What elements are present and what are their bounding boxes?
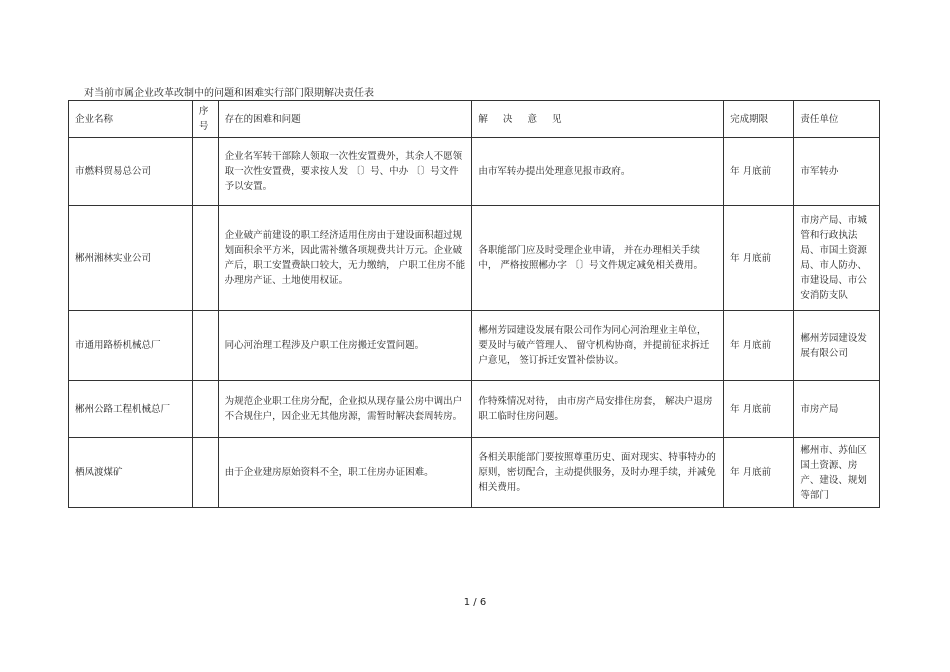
cell-company: 栖凤渡煤矿	[69, 438, 193, 508]
cell-no	[192, 438, 218, 508]
header-unit: 责任单位	[794, 101, 880, 138]
cell-no	[192, 381, 218, 438]
cell-solution: 由市军转办提出处理意见报市政府。	[472, 138, 724, 206]
cell-unit: 市房产局、市城管和行政执法局、市国土资源局、市人防办、市建设局、市公安消防支队	[794, 206, 880, 311]
table-row	[69, 438, 880, 508]
cell-unit: 市军转办	[794, 138, 880, 206]
cell-unit: 市房产局	[794, 381, 880, 438]
cell-deadline: 年 月底前	[724, 206, 794, 311]
cell-no	[192, 206, 218, 311]
table-header-row	[69, 101, 880, 138]
header-issue: 存在的困难和问题	[218, 101, 472, 138]
cell-company: 郴州湘林实业公司	[69, 206, 193, 311]
cell-deadline: 年 月底前	[724, 438, 794, 508]
table-row	[69, 138, 880, 206]
cell-issue: 由于企业建房原始资料不全，职工住房办证困难。	[218, 438, 472, 508]
cell-company: 市燃料贸易总公司	[69, 138, 193, 206]
cell-issue: 同心河治理工程涉及户职工住房搬迁安置问题。	[218, 311, 472, 381]
cell-no	[192, 311, 218, 381]
table-row	[69, 311, 880, 381]
cell-company: 郴州公路工程机械总厂	[69, 381, 193, 438]
cell-deadline: 年 月底前	[724, 138, 794, 206]
cell-deadline: 年 月底前	[724, 311, 794, 381]
cell-solution: 郴州芳园建设发展有限公司作为同心河治理业主单位， 要及时与破产管理人、 留守机构协商，并提前征求拆迁户意见， 签订拆迁安置补偿协议。	[472, 311, 724, 381]
page-indicator: 1 / 6	[463, 597, 487, 608]
responsibility-table	[68, 100, 880, 508]
cell-no	[192, 138, 218, 206]
header-no: 序号	[192, 101, 218, 138]
cell-unit: 郴州市、苏仙区国土资源、房产、建设、规划等部门	[794, 438, 880, 508]
cell-issue: 为规范企业职工住房分配，企业拟从现存量公房中调出户不合规住户，因企业无其他房源，需暂时解决套周转房。	[218, 381, 472, 438]
cell-deadline: 年 月底前	[724, 381, 794, 438]
header-deadline: 完成期限	[724, 101, 794, 138]
cell-solution: 作特殊情况对待， 由市房产局安排住房套， 解决户退房职工临时住房问题。	[472, 381, 724, 438]
table-row	[69, 206, 880, 311]
cell-unit: 郴州芳园建设发展有限公司	[794, 311, 880, 381]
cell-solution: 各职能部门应及时受理企业申请， 并在办理相关手续中， 严格按照郴办字 〔〕号文件规定减免相关费用。	[472, 206, 724, 311]
table-row	[69, 381, 880, 438]
header-solution: 解 决 意 见	[472, 101, 724, 138]
cell-company: 市通用路桥机械总厂	[69, 311, 193, 381]
document-title: 对当前市属企业改革改制中的问题和困难实行部门限期解决责任表	[84, 88, 374, 99]
cell-issue: 企业名军转干部除人领取一次性安置费外，其余人不愿领取一次性安置费，要求按人发 〔〕号、中办 〔〕号文件予以安置。	[218, 138, 472, 206]
cell-issue: 企业破产前建设的职工经济适用住房由于建设面积超过规划面积余平方米，因此需补缴各项规费共计万元。企业破产后，职工安置费缺口较大，无力缴纳， 户职工住房不能办理房产证、土地使用权证。	[218, 206, 472, 311]
header-company: 企业名称	[69, 101, 193, 138]
cell-solution: 各相关职能部门要按照尊重历史、面对现实、特事特办的原则，密切配合，主动提供服务，及时办理手续，并减免相关费用。	[472, 438, 724, 508]
